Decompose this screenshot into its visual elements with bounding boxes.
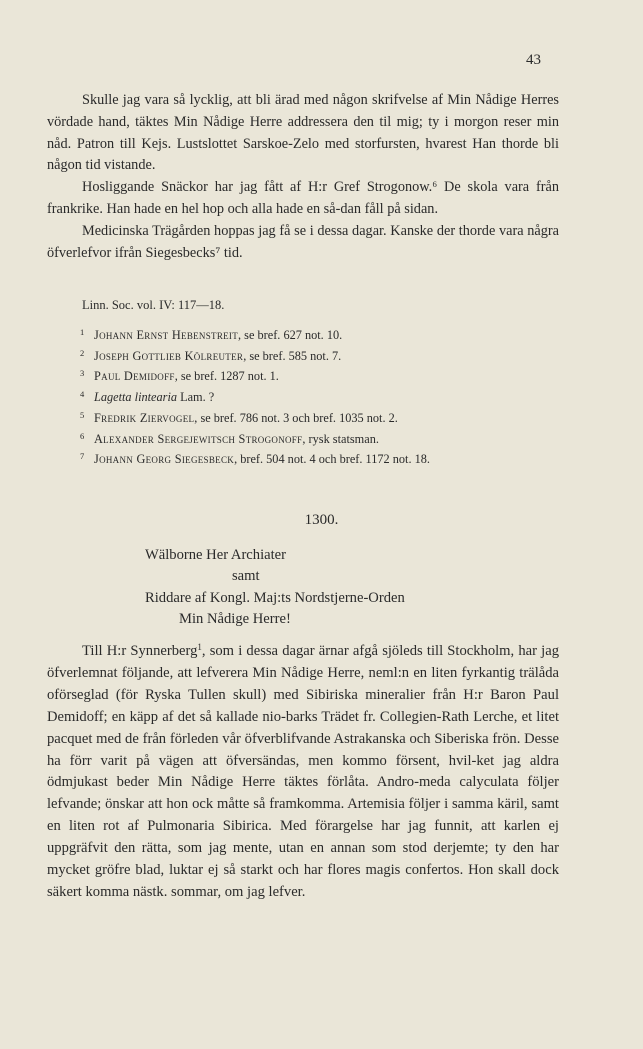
paragraph: [47, 641, 559, 904]
paragraph: Medicinska Trägården hoppas jag få se i dessa dagar. Kanske der thorde vara några öfverlefvor ifrån Siegesbecks⁷ tid.: [47, 222, 559, 261]
footnote-number: 3: [80, 368, 85, 379]
footnote-name: Johann Ernst Hebenstreit: [94, 328, 239, 342]
footnote-text: , se bref. 786 not. 3 och bref. 1035 not. 2.: [194, 410, 398, 425]
footnote: [80, 345, 550, 366]
salutation-line: Wälborne Her Archiater: [145, 547, 286, 563]
footnote-text: , se bref. 627 not. 10.: [238, 328, 343, 342]
salutation-line: Riddare af Kongl. Maj:ts Nordstjerne-Orden: [145, 589, 405, 606]
footnote-name: Fredrik Ziervogel: [94, 410, 195, 425]
text-run: , som i dessa dagar ärnar afgå sjöleds till Stockholm, har jag öfverlemnat följande, att lefverera Min Nådige Herre, neml:n en liten fyrkantig trälåda oförseglad (för Ryska Tullen skull) med Sibiriska mineralier från H:r Baron Paul Demidoff; en käpp af det så kallade nio-barks Trädet fr. Collegien-Rath Lerche, et litet pacquet med de från förleden vår öfverblifvande Astrakanska och Siberiska frön. Desse ha förr varit på vägen att öfversändas, men kommo försent, hvil-ket jag aldra ödmjukast beder Min Nådige Herre täktes förlåta. Andro-meda calyculata följer lefvande; önskar att hon ock måtte så framkomma. Artemisia följer i samma käril, samt en liten rot af Pulmonaria Sibirica. Med förargelse har jag funnit, att karlen ej uppgräfvit den rätta, som jag mente, utan en annan som stod derjemte; ty den har mycket gröfre blad, luktar ej så starkt och har flores magis confertos. Hon skall dock säkert komma nästk. sommar, om jag lefver.: [47, 643, 559, 900]
paragraph: Skulle jag vara så lycklig, att bli ärad med någon skrifvelse af Min Nådige Herres vördade hand, täktes Min Nådige Herre addressera den til mig; ty i morgon reser min nåd. Patron till Kejs. Lustslottet Sarskoe-Zelo med storfursten, hvarest Han thorde bli någon tid vistande.: [47, 92, 559, 174]
footnote-number: 4: [80, 389, 85, 400]
footnote-number: 1: [80, 327, 85, 337]
source-note: Linn. Soc. vol. IV: 117—18.: [82, 298, 225, 312]
footnote-text: Lam. ?: [177, 390, 215, 405]
footnote-number: 7: [80, 451, 85, 462]
salutation-line: Min Nådige Herre!: [179, 610, 291, 627]
footnotes: [80, 324, 550, 469]
footnote-number: 5: [80, 409, 85, 420]
footnote-ref: 1: [197, 642, 202, 652]
footnote: [80, 324, 550, 345]
footnote: [80, 428, 550, 449]
previous-letter-text: [47, 90, 559, 264]
footnote-text: , bref. 504 not. 4 och bref. 1172 not. 18.: [234, 452, 430, 467]
salutation-line: samt: [232, 568, 260, 585]
letter-body: [47, 641, 559, 904]
footnote: [80, 407, 550, 428]
footnote-number: 6: [80, 430, 85, 441]
page-number: 43: [526, 52, 541, 68]
footnote-text: , rysk statsman.: [302, 431, 379, 446]
salutation: [145, 545, 405, 630]
footnote: [80, 365, 550, 386]
text-run: Till H:r Synnerberg: [82, 643, 198, 659]
footnote: [80, 448, 550, 469]
letter-number: 1300.: [304, 512, 339, 528]
footnote-name: Joseph Gottlieb Kölreuter: [94, 348, 244, 363]
footnote-name: Johann Georg Siegesbeck: [94, 452, 235, 467]
footnote: [80, 386, 550, 407]
paragraph: Hosliggande Snäckor har jag fått af H:r Gref Strogonow.⁶ De skola vara från frankrike. Han hade en hel hop och alla hade en så-dan fåll på sidan.: [47, 179, 559, 217]
footnote-name: Alexander Sergejewitsch Strogonoff: [94, 431, 303, 446]
footnote-number: 2: [80, 347, 85, 358]
footnote-text: , se bref. 1287 not. 1.: [174, 369, 279, 384]
footnote-name: Paul Demidoff: [94, 369, 175, 384]
footnote-text: , se bref. 585 not. 7.: [243, 348, 342, 363]
footnote-name: Lagetta lintearia: [94, 390, 178, 405]
